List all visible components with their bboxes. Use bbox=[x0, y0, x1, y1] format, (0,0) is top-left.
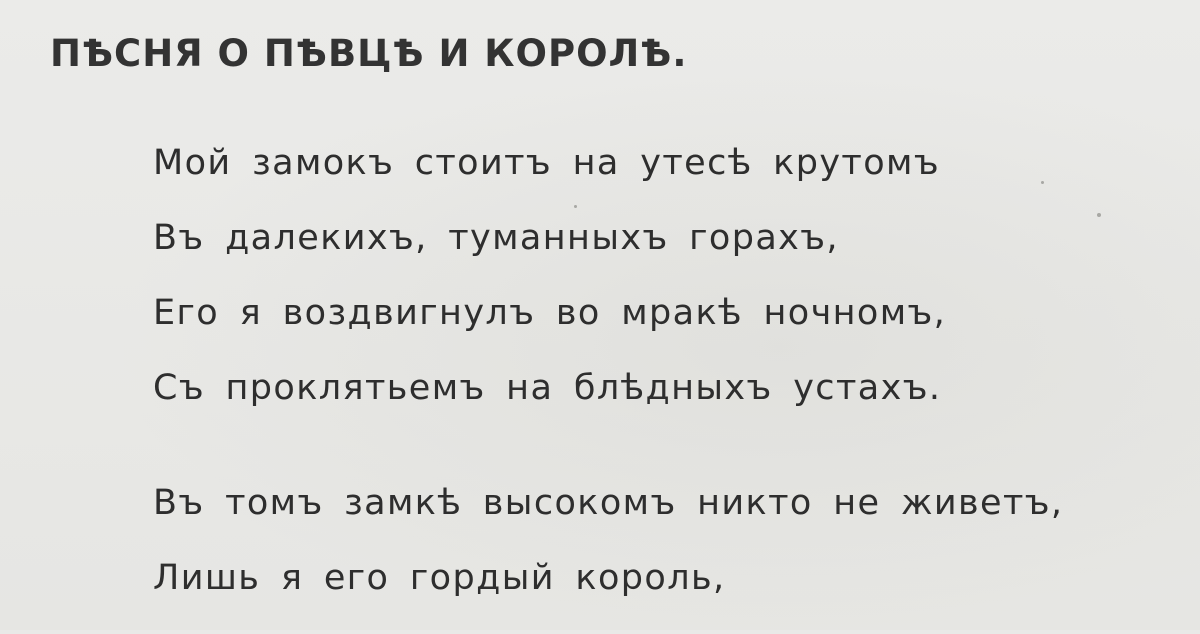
stanza-1 bbox=[153, 144, 946, 444]
poem-line: Лишь я его гордый король, bbox=[153, 558, 726, 598]
poem-title: ПѢСНЯ О ПѢВЦѢ И КОРОЛѢ. bbox=[50, 32, 688, 75]
poem-line: Его я воздвигнулъ во мракѣ ночномъ, bbox=[153, 293, 947, 333]
poem-line: Въ далекихъ, туманныхъ горахъ, bbox=[153, 218, 839, 258]
paper-speck bbox=[574, 205, 577, 208]
poem-line: Съ проклятьемъ на блѣдныхъ устахъ. bbox=[153, 368, 942, 408]
paper-speck bbox=[1097, 213, 1101, 217]
poem-line: Въ томъ замкѣ высокомъ никто не живетъ, bbox=[153, 483, 1064, 523]
stanza-2 bbox=[153, 484, 1063, 634]
poem-line: Мой замокъ стоитъ на утесѣ крутомъ bbox=[153, 143, 940, 183]
paper-speck bbox=[1041, 181, 1044, 184]
